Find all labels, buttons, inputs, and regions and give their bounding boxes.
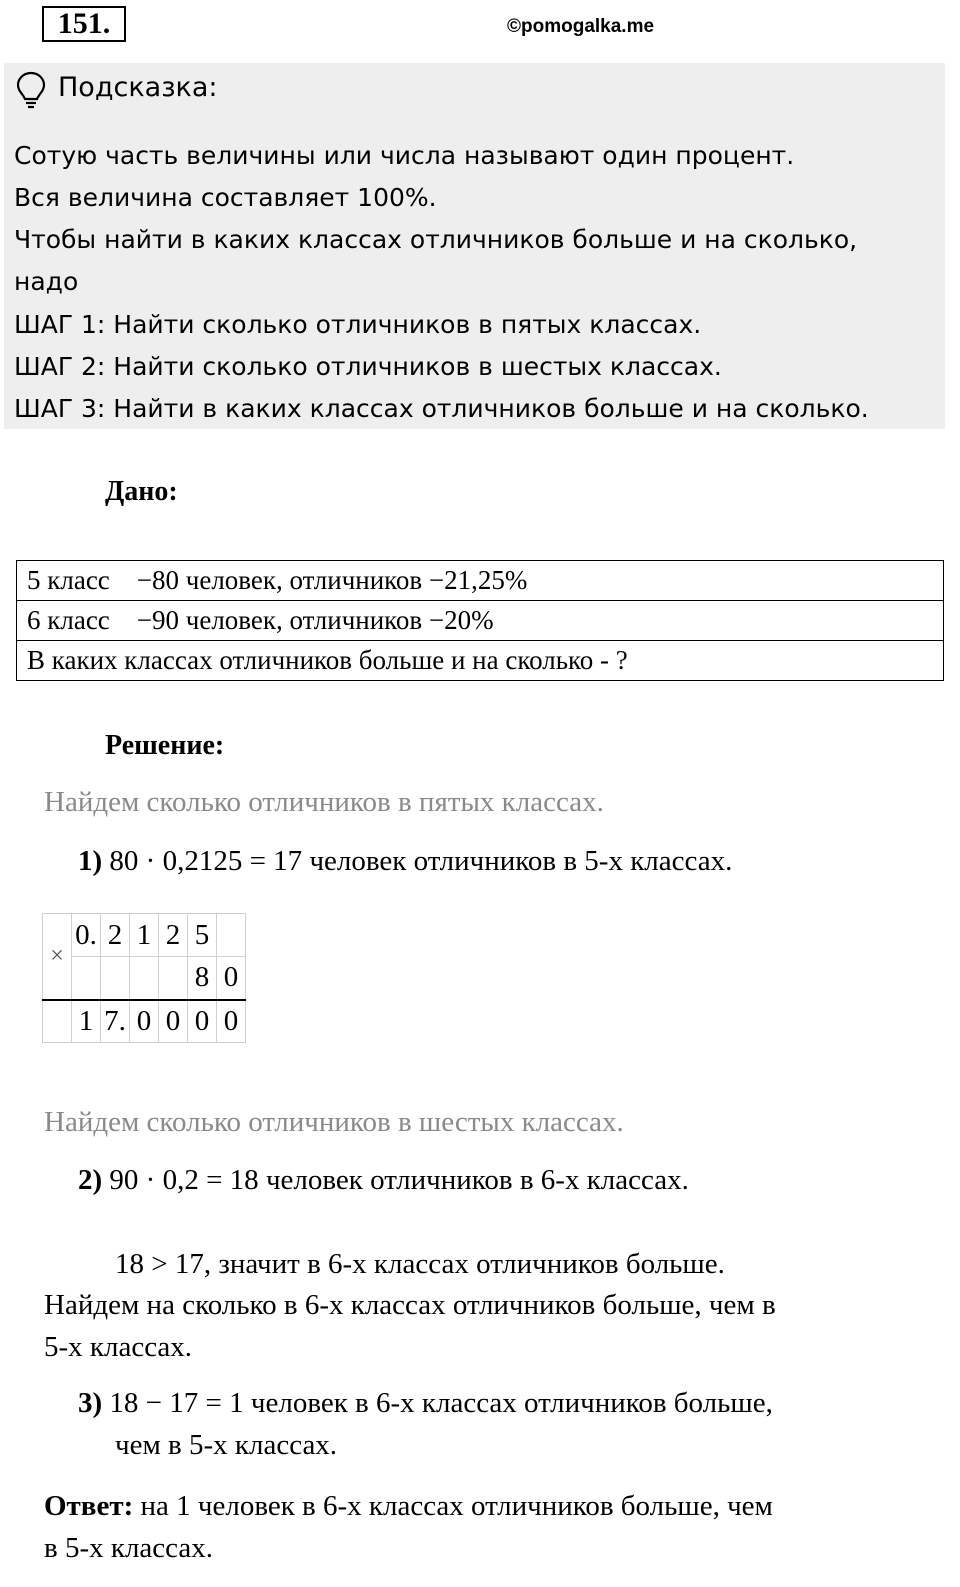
step-number: 3) (78, 1387, 103, 1419)
grid-cell: 0 (188, 1000, 217, 1043)
given-title: Дано: (105, 476, 178, 507)
hint-line: Чтобы найти в каких классах отличников больше и на сколько, (14, 225, 858, 254)
grid-cell (130, 957, 159, 1000)
answer-line-cont: в 5-х классах. (44, 1532, 214, 1564)
grid-cell: 2 (159, 914, 188, 957)
step-text: Найти сколько отличников в шестых классах. (105, 352, 722, 381)
hint-step (14, 346, 722, 388)
grid-cell: 0 (130, 1000, 159, 1043)
step-label: ШАГ 2: (14, 352, 106, 381)
step-text: человек в 6-х классах отличников больше, (243, 1387, 773, 1419)
step-text: человек отличников в 6-х классах. (258, 1164, 689, 1196)
hint-line: Вся величина составляет 100%. (14, 183, 437, 212)
hint-line: Сотую часть величины или числа называют один процент. (14, 141, 795, 170)
answer-text: на 1 человек в 6-х классах отличников больше, чем (133, 1490, 773, 1522)
answer-line (44, 1490, 773, 1523)
solution-title: Решение: (105, 730, 225, 761)
grid-cell: 7. (101, 1000, 130, 1043)
step-expression: 90 · 0,2 = 18 (109, 1164, 259, 1196)
step3-line-cont: чем в 5-х классах. (115, 1429, 338, 1461)
grid-cell: 2 (101, 914, 130, 957)
compare-text: , значит в 6-х классах отличников больше. (203, 1248, 725, 1280)
grid-cell (159, 957, 188, 1000)
problem-number: 151. (42, 6, 126, 42)
grid-cell (72, 957, 101, 1000)
grid-cell: 5 (188, 914, 217, 957)
grid-cell: 1 (130, 914, 159, 957)
answer-label: Ответ: (44, 1490, 134, 1522)
given-row: В каких классах отличников больше и на сколько - ? (17, 641, 944, 681)
grid-cell (101, 957, 130, 1000)
step-text: Найти сколько отличников в пятых классах. (105, 310, 702, 339)
lightbulb-icon (14, 70, 48, 110)
diff-intro: Найдем на сколько в 6-х классах отличников больше, чем в (44, 1289, 776, 1321)
grid-cell: 0. (72, 914, 101, 957)
compare-expression: 18 > 17 (115, 1248, 204, 1280)
step-number: 2) (78, 1164, 103, 1196)
step-expression: 18 − 17 = 1 (109, 1387, 244, 1419)
grid-cell (43, 1000, 72, 1043)
hint-step (14, 304, 701, 346)
grid-cell: 0 (217, 957, 246, 1000)
step-label: ШАГ 1: (14, 310, 106, 339)
step3-line (78, 1387, 773, 1420)
step-number: 1) (78, 845, 103, 877)
multiplication-grid (42, 913, 246, 1043)
given-table (16, 560, 944, 681)
step2-intro: Найдем сколько отличников в шестых классах. (44, 1106, 624, 1138)
given-row: 6 класс −90 человек, отличников −20% (17, 601, 944, 641)
site-watermark: ©pomogalka.me (507, 16, 655, 37)
step-label: ШАГ 3: (14, 394, 106, 423)
grid-cell: 1 (72, 1000, 101, 1043)
grid-cell: 0 (159, 1000, 188, 1043)
given-row: 5 класс −80 человек, отличников −21,25% (17, 561, 944, 601)
step-expression: 80 · 0,2125 = 17 (109, 845, 303, 877)
hint-line: надо (14, 267, 79, 296)
hint-step (14, 388, 869, 430)
step-text: Найти в каких классах отличников больше и на сколько. (105, 394, 869, 423)
compare-line (115, 1248, 725, 1281)
hint-title: Подсказка: (58, 72, 218, 103)
grid-cell: 8 (188, 957, 217, 1000)
step1-line (78, 845, 732, 878)
grid-cell: 0 (217, 1000, 246, 1043)
step1-intro: Найдем сколько отличников в пятых классах. (44, 786, 604, 818)
multiply-sign: × (43, 914, 72, 1000)
step-text: человек отличников в 5-х классах. (302, 845, 733, 877)
diff-intro-cont: 5-х классах. (44, 1331, 193, 1363)
grid-cell (217, 914, 246, 957)
step2-line (78, 1164, 689, 1197)
